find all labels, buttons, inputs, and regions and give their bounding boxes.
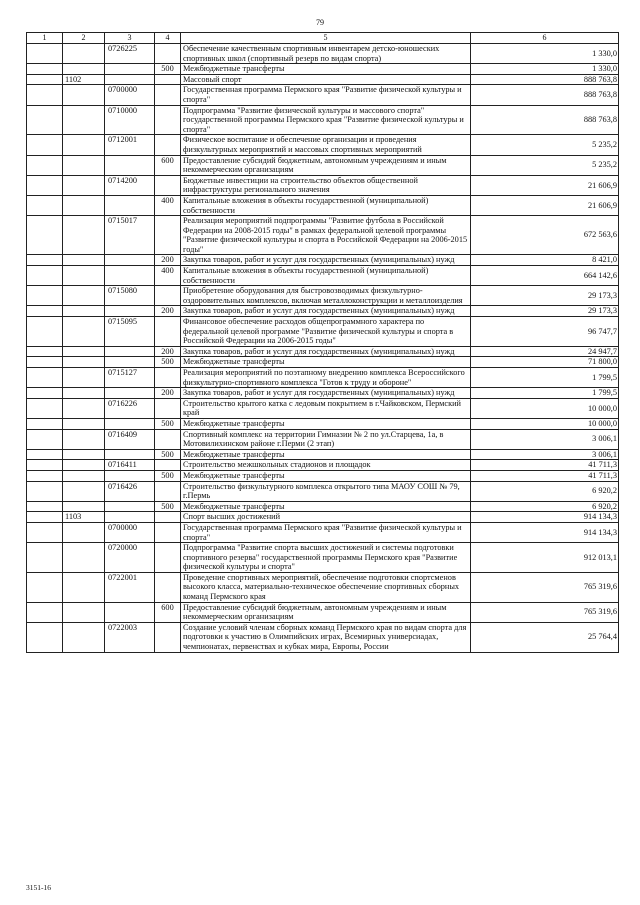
cell-c4 bbox=[155, 135, 181, 155]
cell-c3 bbox=[105, 195, 155, 215]
cell-c6: 21 606,9 bbox=[471, 195, 619, 215]
cell-c2 bbox=[63, 85, 105, 105]
cell-c5: Закупка товаров, работ и услуг для государственных (муниципальных) нужд bbox=[181, 255, 471, 266]
cell-c2 bbox=[63, 155, 105, 175]
cell-c4: 500 bbox=[155, 418, 181, 429]
cell-c2 bbox=[63, 429, 105, 449]
cell-c6: 25 764,4 bbox=[471, 622, 619, 652]
cell-c1 bbox=[27, 216, 63, 255]
cell-c1 bbox=[27, 155, 63, 175]
cell-c4 bbox=[155, 105, 181, 135]
cell-c2 bbox=[63, 460, 105, 471]
cell-c6: 912 013,1 bbox=[471, 543, 619, 573]
table-row bbox=[27, 306, 619, 317]
cell-c5: Проведение спортивных мероприятий, обеспечение подготовки спортсменов высокого класса, материально-техническое обеспечение спортивных сборных команд Пермского края bbox=[181, 572, 471, 602]
cell-c4: 500 bbox=[155, 64, 181, 75]
cell-c4 bbox=[155, 398, 181, 418]
cell-c3: 0722001 bbox=[105, 572, 155, 602]
cell-c2 bbox=[63, 44, 105, 64]
cell-c3: 0715080 bbox=[105, 286, 155, 306]
cell-c1 bbox=[27, 317, 63, 347]
cell-c4 bbox=[155, 512, 181, 523]
cell-c6: 8 421,0 bbox=[471, 255, 619, 266]
cell-c2 bbox=[63, 622, 105, 652]
cell-c6: 6 920,2 bbox=[471, 501, 619, 512]
cell-c4 bbox=[155, 74, 181, 85]
cell-c3: 0720000 bbox=[105, 543, 155, 573]
cell-c6: 29 173,3 bbox=[471, 306, 619, 317]
header-col-2: 2 bbox=[63, 33, 105, 44]
cell-c3 bbox=[105, 357, 155, 368]
table-row bbox=[27, 543, 619, 573]
cell-c4 bbox=[155, 44, 181, 64]
table-row bbox=[27, 572, 619, 602]
cell-c3: 0726225 bbox=[105, 44, 155, 64]
cell-c1 bbox=[27, 266, 63, 286]
cell-c3: 0714200 bbox=[105, 175, 155, 195]
table-row bbox=[27, 85, 619, 105]
cell-c1 bbox=[27, 622, 63, 652]
cell-c3: 0700000 bbox=[105, 85, 155, 105]
cell-c2 bbox=[63, 572, 105, 602]
cell-c4 bbox=[155, 622, 181, 652]
cell-c5: Массовый спорт bbox=[181, 74, 471, 85]
cell-c2 bbox=[63, 449, 105, 460]
table-row bbox=[27, 357, 619, 368]
table-row bbox=[27, 460, 619, 471]
cell-c6: 1 799,5 bbox=[471, 388, 619, 399]
cell-c4: 200 bbox=[155, 346, 181, 357]
table-row bbox=[27, 418, 619, 429]
cell-c1 bbox=[27, 368, 63, 388]
cell-c6: 41 711,3 bbox=[471, 460, 619, 471]
cell-c1 bbox=[27, 195, 63, 215]
cell-c1 bbox=[27, 255, 63, 266]
cell-c5: Физическое воспитание и обеспечение организации и проведения физкультурных мероприятий и массовых спортивных мероприятий bbox=[181, 135, 471, 155]
cell-c3: 0716409 bbox=[105, 429, 155, 449]
cell-c6: 10 000,0 bbox=[471, 418, 619, 429]
table-row bbox=[27, 64, 619, 75]
cell-c2 bbox=[63, 255, 105, 266]
cell-c3: 0712001 bbox=[105, 135, 155, 155]
table-row bbox=[27, 317, 619, 347]
cell-c4 bbox=[155, 175, 181, 195]
cell-c2: 1102 bbox=[63, 74, 105, 85]
table-row bbox=[27, 449, 619, 460]
cell-c5: Спорт высших достижений bbox=[181, 512, 471, 523]
cell-c6: 96 747,7 bbox=[471, 317, 619, 347]
footer-code: 3151-16 bbox=[26, 883, 51, 892]
cell-c6: 672 563,6 bbox=[471, 216, 619, 255]
cell-c6: 1 330,0 bbox=[471, 44, 619, 64]
cell-c4: 500 bbox=[155, 449, 181, 460]
cell-c5: Межбюджетные трансферты bbox=[181, 64, 471, 75]
cell-c3 bbox=[105, 346, 155, 357]
cell-c1 bbox=[27, 522, 63, 542]
cell-c6: 914 134,3 bbox=[471, 522, 619, 542]
cell-c4 bbox=[155, 522, 181, 542]
cell-c4: 500 bbox=[155, 357, 181, 368]
cell-c5: Спортивный комплекс на территории Гимназии № 2 по ул.Старцева, 1а, в Мотовилихинском районе г.Перми (2 этап) bbox=[181, 429, 471, 449]
cell-c1 bbox=[27, 135, 63, 155]
cell-c6: 29 173,3 bbox=[471, 286, 619, 306]
cell-c3 bbox=[105, 266, 155, 286]
cell-c5: Реализация мероприятий подпрограммы "Развитие футбола в Российской Федерации на 2008-2015 годы" в рамках федеральной целевой программы "Развитие физической культуры и спорта в Российской Федерации на 2006-2015 годы" bbox=[181, 216, 471, 255]
cell-c5: Финансовое обеспечение расходов общепрограммного характера по федеральной целевой программе "Развитие физической культуры и спорта в Российской Федерации на 2006-2015 годы" bbox=[181, 317, 471, 347]
cell-c5: Межбюджетные трансферты bbox=[181, 418, 471, 429]
cell-c5: Строительство физкультурного комплекса открытого типа МАОУ СОШ № 79, г.Пермь bbox=[181, 481, 471, 501]
cell-c6: 24 947,7 bbox=[471, 346, 619, 357]
cell-c1 bbox=[27, 175, 63, 195]
cell-c4 bbox=[155, 460, 181, 471]
cell-c2 bbox=[63, 368, 105, 388]
cell-c3 bbox=[105, 64, 155, 75]
cell-c5: Подпрограмма "Развитие физической культуры и массового спорта" государственной программы Пермского края "Развитие физической культуры и спорта" bbox=[181, 105, 471, 135]
cell-c2 bbox=[63, 346, 105, 357]
cell-c6: 3 006,1 bbox=[471, 429, 619, 449]
cell-c1 bbox=[27, 398, 63, 418]
table-row bbox=[27, 368, 619, 388]
cell-c6: 765 319,6 bbox=[471, 572, 619, 602]
cell-c1 bbox=[27, 64, 63, 75]
header-col-1: 1 bbox=[27, 33, 63, 44]
cell-c3: 0715095 bbox=[105, 317, 155, 347]
cell-c5: Межбюджетные трансферты bbox=[181, 449, 471, 460]
cell-c5: Капитальные вложения в объекты государственной (муниципальной) собственности bbox=[181, 266, 471, 286]
cell-c4: 600 bbox=[155, 155, 181, 175]
cell-c2 bbox=[63, 135, 105, 155]
cell-c1 bbox=[27, 74, 63, 85]
table-row bbox=[27, 388, 619, 399]
cell-c6: 888 763,8 bbox=[471, 105, 619, 135]
table-row bbox=[27, 512, 619, 523]
cell-c2 bbox=[63, 105, 105, 135]
table-row bbox=[27, 255, 619, 266]
cell-c5: Государственная программа Пермского края "Развитие физической культуры и спорта" bbox=[181, 85, 471, 105]
cell-c2 bbox=[63, 216, 105, 255]
cell-c2 bbox=[63, 317, 105, 347]
cell-c3 bbox=[105, 501, 155, 512]
table-row bbox=[27, 266, 619, 286]
cell-c2 bbox=[63, 543, 105, 573]
table-row bbox=[27, 175, 619, 195]
cell-c2: 1103 bbox=[63, 512, 105, 523]
cell-c6: 10 000,0 bbox=[471, 398, 619, 418]
cell-c6: 765 319,6 bbox=[471, 602, 619, 622]
cell-c5: Закупка товаров, работ и услуг для государственных (муниципальных) нужд bbox=[181, 346, 471, 357]
table-row bbox=[27, 135, 619, 155]
cell-c5: Межбюджетные трансферты bbox=[181, 357, 471, 368]
cell-c6: 71 800,0 bbox=[471, 357, 619, 368]
cell-c4 bbox=[155, 216, 181, 255]
header-col-4: 4 bbox=[155, 33, 181, 44]
cell-c1 bbox=[27, 105, 63, 135]
cell-c5: Закупка товаров, работ и услуг для государственных (муниципальных) нужд bbox=[181, 388, 471, 399]
table-row bbox=[27, 429, 619, 449]
cell-c3 bbox=[105, 155, 155, 175]
cell-c5: Закупка товаров, работ и услуг для государственных (муниципальных) нужд bbox=[181, 306, 471, 317]
cell-c4 bbox=[155, 85, 181, 105]
cell-c1 bbox=[27, 572, 63, 602]
cell-c1 bbox=[27, 602, 63, 622]
cell-c5: Межбюджетные трансферты bbox=[181, 470, 471, 481]
cell-c2 bbox=[63, 286, 105, 306]
cell-c3: 0710000 bbox=[105, 105, 155, 135]
cell-c5: Бюджетные инвестиции на строительство объектов общественной инфраструктуры регионального значения bbox=[181, 175, 471, 195]
cell-c3 bbox=[105, 470, 155, 481]
cell-c2 bbox=[63, 602, 105, 622]
cell-c2 bbox=[63, 398, 105, 418]
cell-c5: Предоставление субсидий бюджетным, автономным учреждениям и иным некоммерческим организациям bbox=[181, 602, 471, 622]
cell-c2 bbox=[63, 470, 105, 481]
cell-c5: Межбюджетные трансферты bbox=[181, 501, 471, 512]
cell-c4 bbox=[155, 429, 181, 449]
table-row bbox=[27, 398, 619, 418]
cell-c1 bbox=[27, 470, 63, 481]
cell-c4 bbox=[155, 572, 181, 602]
header-row bbox=[27, 33, 619, 44]
cell-c6: 5 235,2 bbox=[471, 155, 619, 175]
table-row bbox=[27, 622, 619, 652]
cell-c1 bbox=[27, 481, 63, 501]
budget-table bbox=[26, 32, 619, 653]
cell-c4 bbox=[155, 317, 181, 347]
cell-c3: 0716426 bbox=[105, 481, 155, 501]
table-row bbox=[27, 74, 619, 85]
cell-c1 bbox=[27, 429, 63, 449]
cell-c6: 6 920,2 bbox=[471, 481, 619, 501]
cell-c1 bbox=[27, 543, 63, 573]
cell-c2 bbox=[63, 357, 105, 368]
cell-c3 bbox=[105, 74, 155, 85]
cell-c4 bbox=[155, 286, 181, 306]
cell-c1 bbox=[27, 449, 63, 460]
cell-c1 bbox=[27, 418, 63, 429]
cell-c2 bbox=[63, 64, 105, 75]
table-row bbox=[27, 346, 619, 357]
cell-c4: 200 bbox=[155, 388, 181, 399]
cell-c3 bbox=[105, 602, 155, 622]
cell-c2 bbox=[63, 501, 105, 512]
cell-c4: 500 bbox=[155, 470, 181, 481]
header-col-5: 5 bbox=[181, 33, 471, 44]
cell-c5: Обеспечение качественным спортивным инвентарем детско-юношеских спортивных школ (спортивный резерв по видам спорта) bbox=[181, 44, 471, 64]
cell-c5: Приобретение оборудования для быстровозводимых физкультурно-оздоровительных комплексов, включая металлоконструкции и металлоизделия bbox=[181, 286, 471, 306]
cell-c2 bbox=[63, 418, 105, 429]
cell-c2 bbox=[63, 195, 105, 215]
cell-c6: 914 134,3 bbox=[471, 512, 619, 523]
cell-c3 bbox=[105, 512, 155, 523]
cell-c4: 400 bbox=[155, 195, 181, 215]
table-row bbox=[27, 195, 619, 215]
cell-c4: 400 bbox=[155, 266, 181, 286]
cell-c5: Создание условий членам сборных команд Пермского края по видам спорта для подготовки к участию в Олимпийских играх, Всемирных универсиадах, чемпионатах, первенствах и кубках мира, Европы, России bbox=[181, 622, 471, 652]
table-row bbox=[27, 286, 619, 306]
cell-c6: 1 330,0 bbox=[471, 64, 619, 75]
cell-c1 bbox=[27, 460, 63, 471]
header-col-6: 6 bbox=[471, 33, 619, 44]
cell-c1 bbox=[27, 512, 63, 523]
cell-c6: 888 763,8 bbox=[471, 85, 619, 105]
cell-c1 bbox=[27, 388, 63, 399]
cell-c3: 0700000 bbox=[105, 522, 155, 542]
cell-c1 bbox=[27, 346, 63, 357]
cell-c2 bbox=[63, 306, 105, 317]
cell-c6: 664 142,6 bbox=[471, 266, 619, 286]
cell-c3 bbox=[105, 449, 155, 460]
cell-c6: 5 235,2 bbox=[471, 135, 619, 155]
cell-c5: Реализация мероприятий по поэтапному внедрению комплекса Всероссийского физкультурно-спортивного комплекса "Готов к труду и обороне" bbox=[181, 368, 471, 388]
cell-c2 bbox=[63, 266, 105, 286]
table-row bbox=[27, 155, 619, 175]
cell-c6: 3 006,1 bbox=[471, 449, 619, 460]
table-row bbox=[27, 105, 619, 135]
cell-c2 bbox=[63, 388, 105, 399]
cell-c3: 0716226 bbox=[105, 398, 155, 418]
cell-c1 bbox=[27, 357, 63, 368]
cell-c5: Государственная программа Пермского края "Развитие физической культуры и спорта" bbox=[181, 522, 471, 542]
cell-c4: 200 bbox=[155, 255, 181, 266]
table-row bbox=[27, 501, 619, 512]
cell-c4: 600 bbox=[155, 602, 181, 622]
table-row bbox=[27, 602, 619, 622]
cell-c4: 500 bbox=[155, 501, 181, 512]
page-number: 79 bbox=[316, 18, 324, 27]
cell-c6: 21 606,9 bbox=[471, 175, 619, 195]
cell-c1 bbox=[27, 44, 63, 64]
cell-c3 bbox=[105, 306, 155, 317]
cell-c3: 0716411 bbox=[105, 460, 155, 471]
cell-c5: Предоставление субсидий бюджетным, автономным учреждениям и иным некоммерческим организациям bbox=[181, 155, 471, 175]
cell-c1 bbox=[27, 85, 63, 105]
cell-c3 bbox=[105, 388, 155, 399]
header-col-3: 3 bbox=[105, 33, 155, 44]
cell-c3: 0715017 bbox=[105, 216, 155, 255]
table-row bbox=[27, 470, 619, 481]
cell-c1 bbox=[27, 501, 63, 512]
cell-c5: Строительство межшкольных стадионов и площадок bbox=[181, 460, 471, 471]
cell-c4 bbox=[155, 543, 181, 573]
cell-c2 bbox=[63, 481, 105, 501]
cell-c2 bbox=[63, 522, 105, 542]
cell-c4 bbox=[155, 368, 181, 388]
cell-c3 bbox=[105, 418, 155, 429]
cell-c4: 200 bbox=[155, 306, 181, 317]
table-row bbox=[27, 44, 619, 64]
cell-c6: 1 799,5 bbox=[471, 368, 619, 388]
table-row bbox=[27, 216, 619, 255]
cell-c5: Строительство крытого катка с ледовым покрытием в г.Чайковском, Пермский край bbox=[181, 398, 471, 418]
cell-c3 bbox=[105, 255, 155, 266]
table-row bbox=[27, 522, 619, 542]
cell-c6: 888 763,8 bbox=[471, 74, 619, 85]
cell-c2 bbox=[63, 175, 105, 195]
cell-c5: Капитальные вложения в объекты государственной (муниципальной) собственности bbox=[181, 195, 471, 215]
cell-c6: 41 711,3 bbox=[471, 470, 619, 481]
cell-c1 bbox=[27, 286, 63, 306]
table-row bbox=[27, 481, 619, 501]
cell-c3: 0715127 bbox=[105, 368, 155, 388]
cell-c5: Подпрограмма "Развитие спорта высших достижений и системы подготовки спортивного резерва" государственной программы Пермского края "Развитие физической культуры и спорта" bbox=[181, 543, 471, 573]
cell-c1 bbox=[27, 306, 63, 317]
cell-c3: 0722003 bbox=[105, 622, 155, 652]
cell-c4 bbox=[155, 481, 181, 501]
